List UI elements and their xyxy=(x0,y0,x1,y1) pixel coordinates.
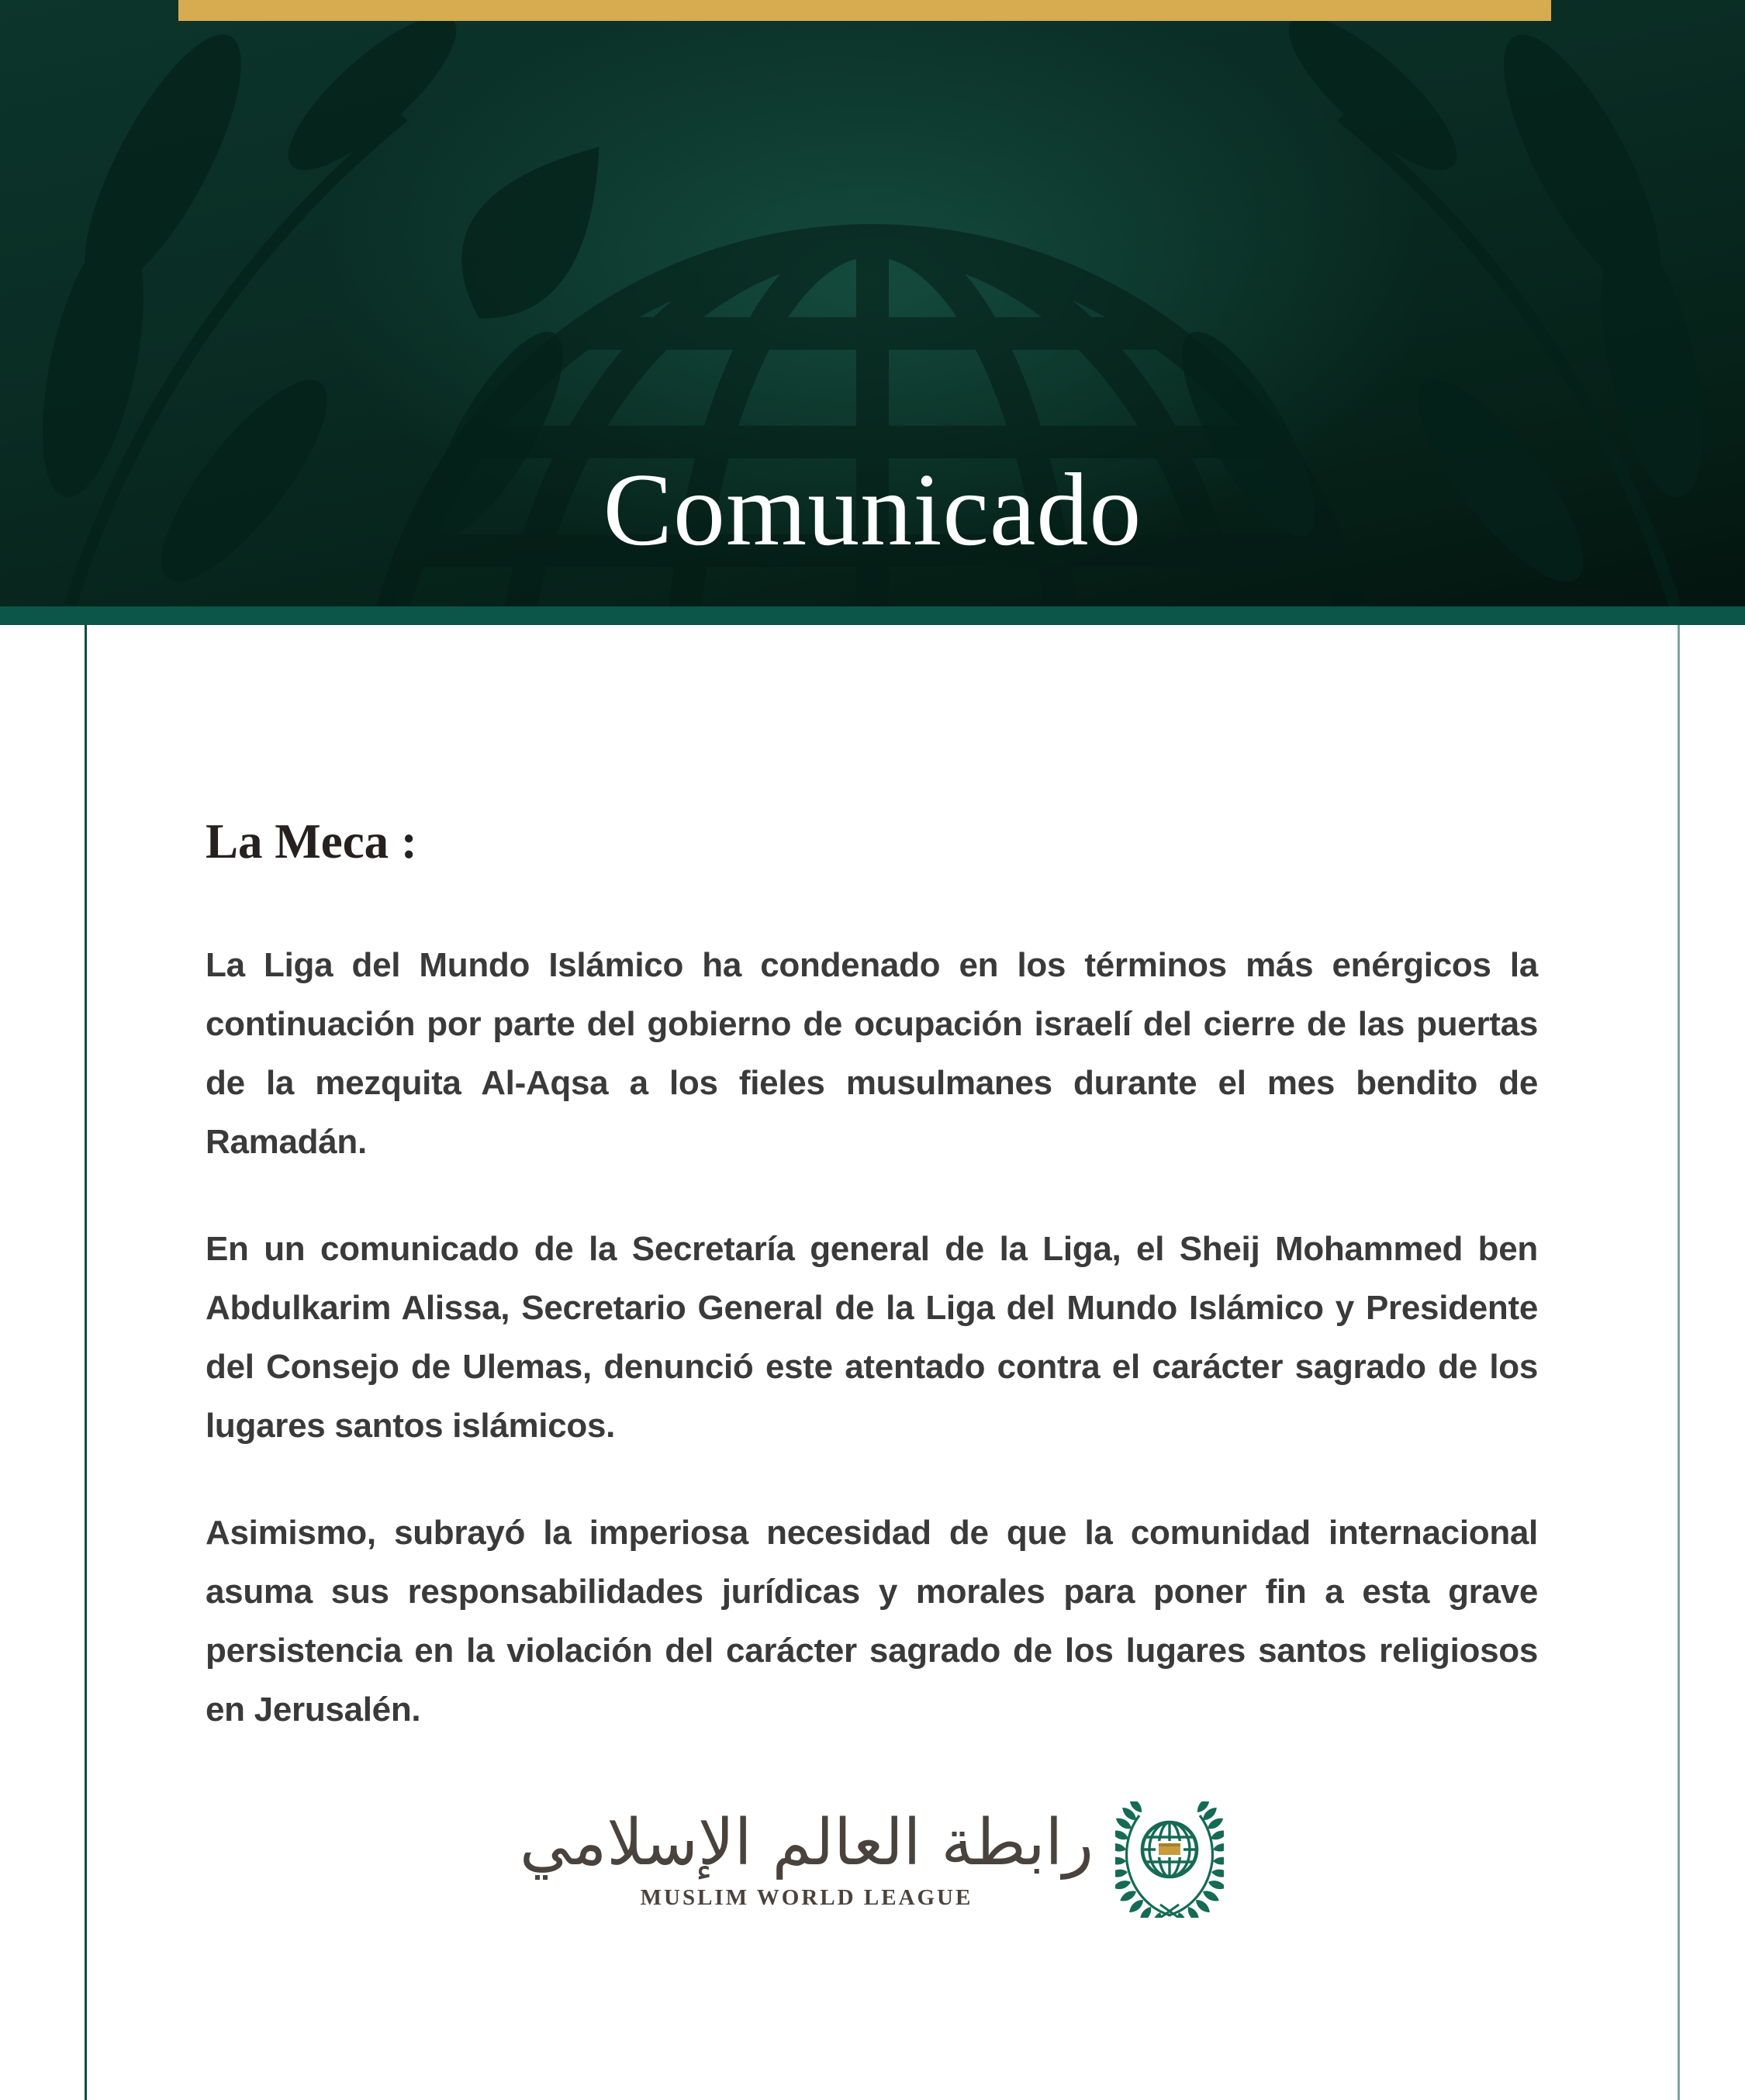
left-rule xyxy=(85,625,87,2100)
mwl-org-name: MUSLIM WORLD LEAGUE xyxy=(640,1884,973,1910)
header-separator-band xyxy=(0,606,1745,625)
dateline-heading: La Meca : xyxy=(206,814,417,869)
header-banner xyxy=(0,0,1745,606)
content-card xyxy=(0,625,1745,2100)
gold-accent-bar xyxy=(178,0,1551,21)
footer-logo xyxy=(206,1801,1538,1918)
page-title: Comunicado xyxy=(603,452,1142,567)
body-paragraph: En un comunicado de la Secretaría general de la Liga, el Sheij Mohammed ben Abdulkarim Alissa, Secretario General de la Liga del Mundo Islámico y Presidente del Consejo de Ulemas, denunció este atentado contra el carácter sagrado de los lugares santos islámicos. xyxy=(206,1229,1538,1445)
body-paragraph: La Liga del Mundo Islámico ha condenado en los términos más enérgicos la continuación por parte del gobierno de ocupación israelí del cierre de las puertas de la mezquita Al-Aqsa a los fieles musulmanes durante el mes bendito de Ramadán. xyxy=(206,945,1538,1161)
mwl-emblem-icon xyxy=(1115,1801,1224,1918)
body-paragraph: Asimismo, subrayó la imperiosa necesidad de que la comunidad internacional asuma sus responsabilidades jurídicas y morales para poner fin a esta grave persistencia en la violación del carácter sagrado de los lugares santos religiosos en Jerusalén. xyxy=(206,1513,1538,1729)
mwl-arabic-calligraphy: رابطة العالم الإسلامي xyxy=(520,1806,1094,1881)
right-rule xyxy=(1678,625,1680,2100)
emblem-kaaba xyxy=(1156,1841,1183,1857)
article xyxy=(206,625,1538,1918)
footer-logo-texts xyxy=(520,1808,1094,1911)
